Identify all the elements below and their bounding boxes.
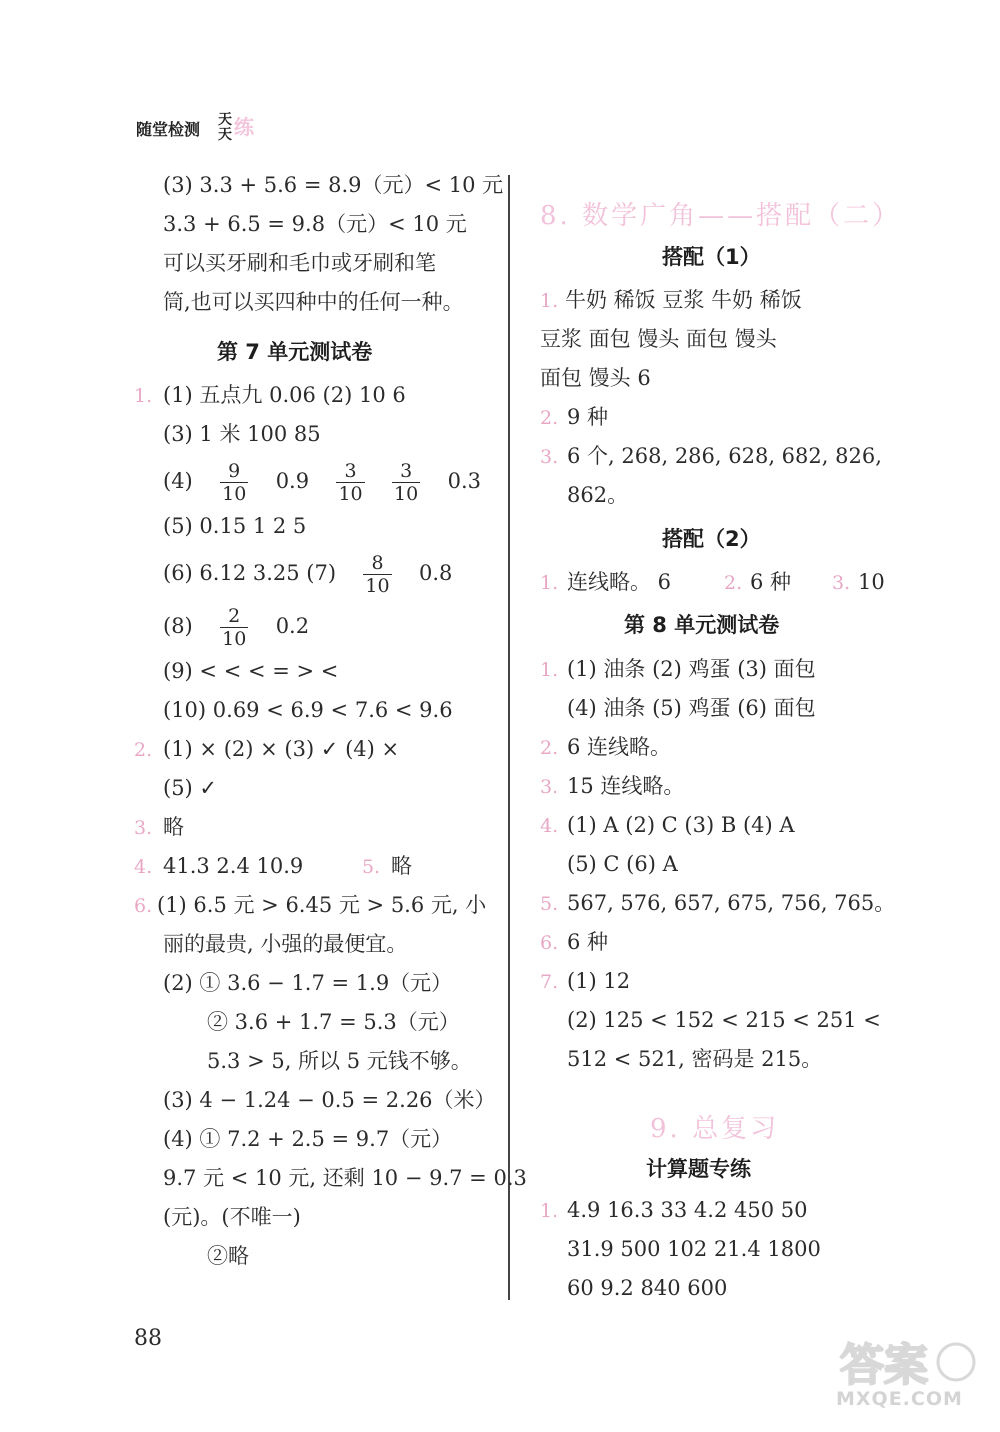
question-number: 2. [724, 572, 743, 594]
part-label: (4) [163, 469, 193, 493]
question-number: 6. [134, 895, 153, 917]
page-number: 88 [134, 1326, 162, 1351]
question-number: 2. [540, 407, 559, 429]
answer-line: (1) 12 [567, 969, 631, 993]
svg-text:练: 练 [234, 115, 254, 139]
answer-line: 567, 576, 657, 675, 756, 765。 [567, 891, 896, 915]
fraction: $\frac{3}{10}$ [394, 460, 419, 505]
answer-line: 牛奶 稀饭 豆浆 牛奶 稀饭 [565, 288, 802, 312]
section8-title: 8. 数学广角——搭配（二） [540, 201, 902, 231]
answer-line: 5.3 > 5, 所以 5 元钱不够。 [207, 1049, 472, 1073]
answer-line: 6 种 [750, 570, 792, 594]
question-number: 1. [540, 290, 559, 312]
unit7-title: 第 7 单元测试卷 [217, 340, 373, 364]
answer-line: 862。 [567, 483, 629, 507]
question-number: 1. [540, 1200, 559, 1222]
answer-line: 豆浆 面包 馒头 面包 馒头 [540, 327, 777, 351]
answer-line: (1) 五点九 0.06 (2) 10 6 [163, 383, 406, 407]
answer-line: 15 连线略。 [567, 774, 685, 798]
question-number: 7. [540, 971, 559, 993]
question-number: 5. [540, 893, 559, 915]
answer-line: (4) 油条 (5) 鸡蛋 (6) 面包 [567, 696, 816, 720]
fraction: $\frac{8}{10}$ [365, 552, 390, 597]
part-label: (8) [163, 614, 193, 638]
question-number: 3. [832, 572, 851, 594]
answer-line: 6 种 [567, 930, 609, 954]
question-number: 3. [540, 776, 559, 798]
answer-line: 512 < 521, 密码是 215。 [567, 1047, 823, 1071]
answer-line: (2) 125 < 152 < 215 < 251 < [567, 1008, 881, 1032]
answer-line: 筒,也可以买四种中的任何一种。 [163, 290, 464, 314]
answer-line: 41.3 2.4 10.9 [163, 854, 304, 878]
answer-line: (9) < < < = > < [163, 659, 339, 683]
value: 0.3 [447, 469, 481, 493]
answer-line: (5) C (6) A [567, 852, 678, 876]
header-title: 随堂检测 [136, 120, 201, 139]
answer-line-fractions [163, 547, 452, 599]
answer-line: 略 [391, 854, 412, 878]
answer-line: (2) ① 3.6 − 1.7 = 1.9（元） [163, 971, 453, 995]
answer-line: 4.9 16.3 33 4.2 450 50 [567, 1198, 808, 1222]
svg-text:天: 天 [218, 127, 232, 142]
answer-line: (4) ① 7.2 + 2.5 = 9.7（元） [163, 1127, 453, 1151]
value: 0.8 [418, 561, 453, 585]
question-number: 1. [134, 385, 153, 407]
answer-line: 连线略。 6 [567, 570, 672, 594]
question-number: 4. [540, 815, 559, 837]
question-number: 5. [362, 856, 381, 878]
answer-line: 31.9 500 102 21.4 1800 [567, 1237, 821, 1261]
question-number: 4. [134, 856, 153, 878]
answer-line: (3) 3.3 + 5.6 = 8.9（元）< 10 元 [163, 173, 504, 197]
fraction: $\frac{9}{10}$ [222, 460, 247, 505]
question-number: 2. [134, 739, 153, 761]
answer-line: 6 个, 268, 286, 628, 682, 826, [567, 444, 882, 468]
answer-line: 9 种 [567, 405, 609, 429]
subsection-title: 搭配（2） [662, 527, 761, 551]
answer-line: ② 3.6 + 1.7 = 5.3（元） [207, 1010, 460, 1034]
subsection-title: 搭配（1） [662, 245, 761, 269]
value: 0.2 [275, 614, 310, 638]
unit8-title: 第 8 单元测试卷 [624, 613, 780, 637]
tiantianlian-logo [218, 110, 268, 142]
section9-title: 9. 总复习 [650, 1114, 780, 1144]
svg-text:天: 天 [218, 112, 232, 128]
answer-line: (3) 4 − 1.24 − 0.5 = 2.26（米） [163, 1088, 496, 1112]
value: 0.9 [275, 469, 310, 493]
svg-text:答案: 答案 [840, 1340, 928, 1391]
answer-line: 略 [163, 815, 184, 839]
question-number: 3. [134, 817, 153, 839]
answer-line: (3) 1 米 100 85 [163, 422, 321, 446]
subsection-title: 计算题专练 [646, 1157, 751, 1181]
fraction: $\frac{3}{10}$ [338, 460, 363, 505]
answer-line: 丽的最贵, 小强的最便宜。 [163, 932, 408, 956]
answer-line: 面包 馒头 6 [540, 366, 651, 390]
answer-line: 可以买牙刷和毛巾或牙刷和笔 [163, 251, 436, 275]
question-number: 3. [540, 446, 559, 468]
question-number: 2. [540, 737, 559, 759]
answer-line: 60 9.2 840 600 [567, 1276, 728, 1300]
question-number: 1. [540, 572, 559, 594]
answer-line-fractions [163, 455, 481, 507]
fraction: $\frac{2}{10}$ [222, 605, 247, 650]
answer-line: 10 [858, 570, 885, 594]
answer-line: (1) × (2) × (3) ✓ (4) × [163, 737, 400, 761]
answer-line: (5) 0.15 1 2 5 [163, 514, 307, 538]
answer-line: (元)。(不唯一) [163, 1205, 301, 1229]
watermark-text: MXQE.COM [836, 1388, 963, 1410]
answer-line: (5) ✓ [163, 776, 218, 800]
answer-line: (1) 油条 (2) 鸡蛋 (3) 面包 [567, 657, 816, 681]
answer-line: 9.7 元 < 10 元, 还剩 10 − 9.7 = 0.3 [163, 1166, 527, 1190]
answer-line: (1) 6.5 元 > 6.45 元 > 5.6 元, 小 [157, 893, 487, 917]
answer-line: 6 连线略。 [567, 735, 672, 759]
answer-line: ②略 [207, 1244, 249, 1268]
answer-line-fractions [163, 600, 309, 652]
answer-line: (10) 0.69 < 6.9 < 7.6 < 9.6 [163, 698, 453, 722]
question-number: 1. [540, 659, 559, 681]
part-label: (6) 6.12 3.25 (7) [163, 561, 337, 585]
answer-line: 3.3 + 6.5 = 9.8（元）< 10 元 [163, 212, 467, 236]
column-divider [508, 175, 510, 1300]
question-number: 6. [540, 932, 559, 954]
answer-line: (1) A (2) C (3) B (4) A [567, 813, 795, 837]
